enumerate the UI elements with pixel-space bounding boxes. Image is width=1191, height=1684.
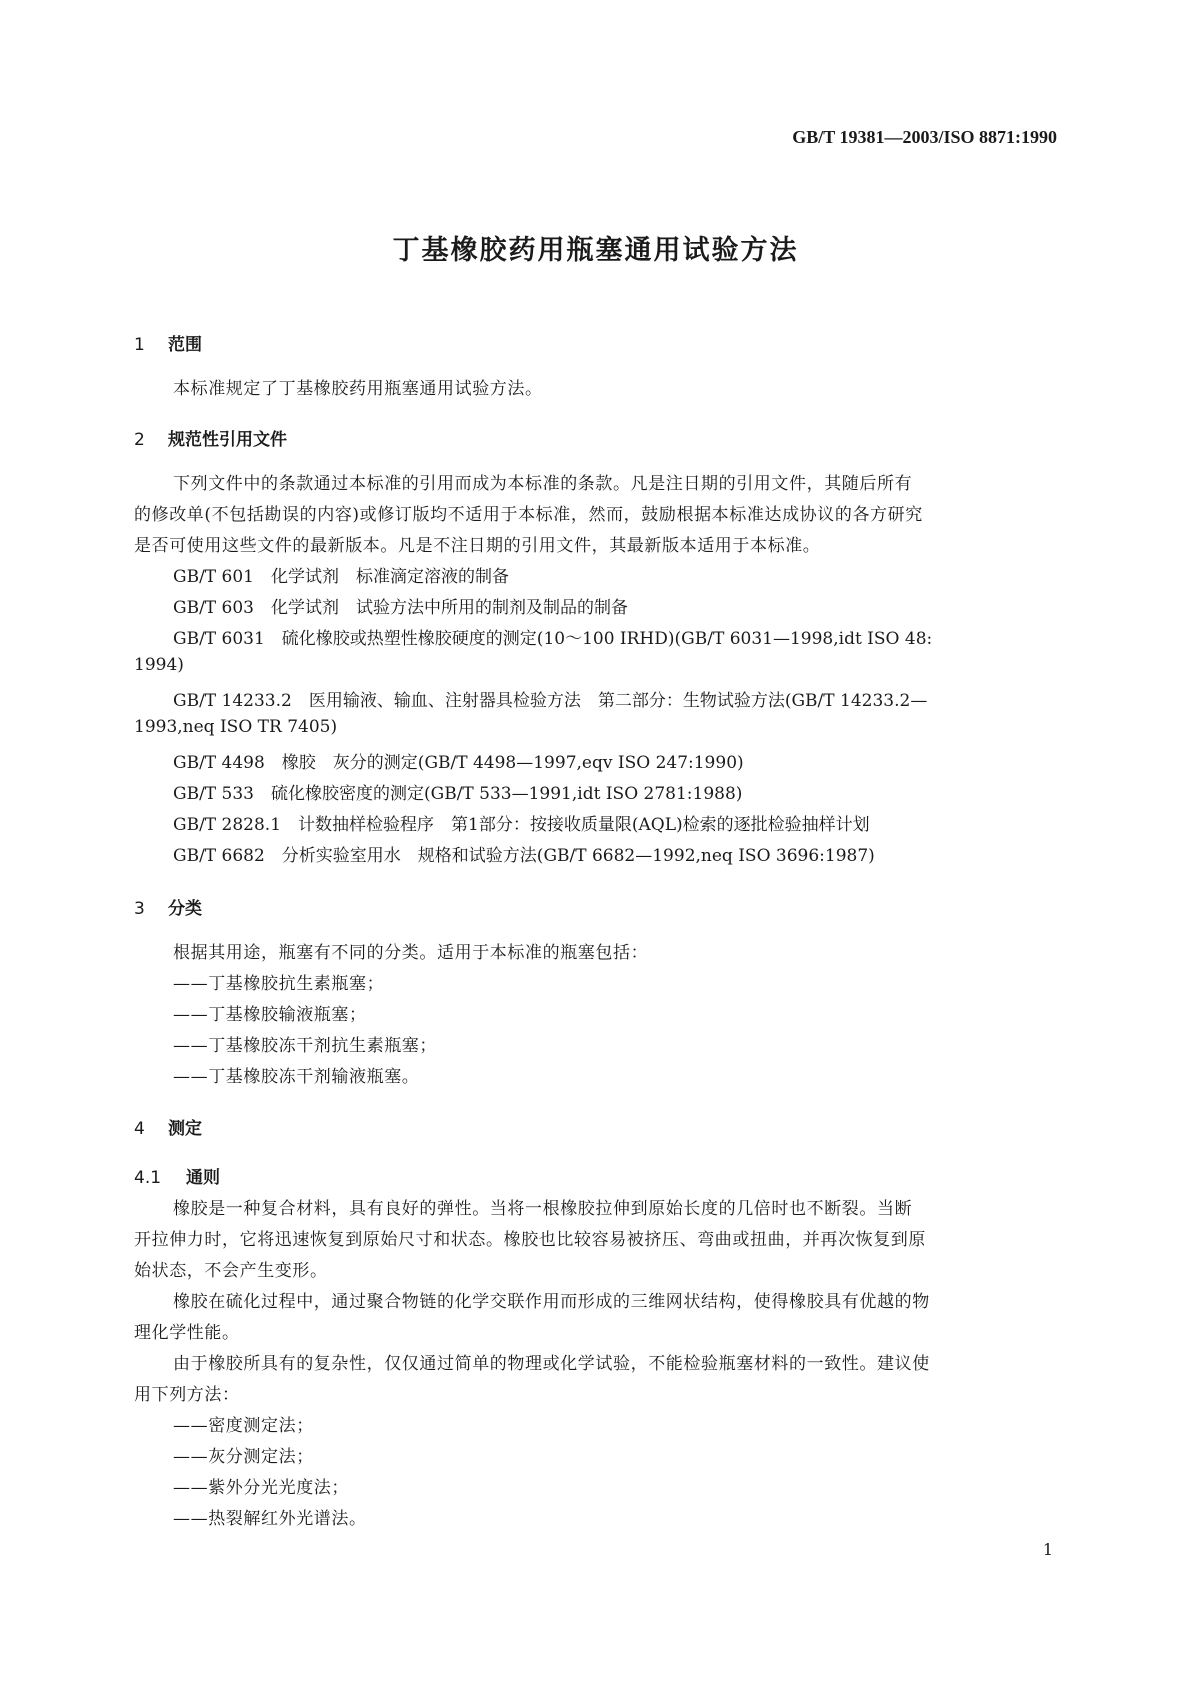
method-item: ——密度测定法； [173,1416,314,1436]
section-3-intro: 根据其用途，瓶塞有不同的分类。适用于本标准的瓶塞包括： [173,943,649,963]
standard-code: GB/T 19381—2003/ISO 8871:1990 [792,127,1057,147]
section-3-heading [134,894,202,919]
reference-item: GB/T 4498 橡胶 灰分的测定(GB/T 4498—1997,eqv ISO 247:1990) [173,753,744,773]
method-item: ——热裂解红外光谱法。 [173,1509,367,1529]
classification-item: ——丁基橡胶冻干剂输液瓶塞。 [173,1067,420,1087]
section-2-intro-line: 的修改单(不包括勘误的内容)或修订版均不适用于本标准，然而，鼓励根据本标准达成协议的各方研究 [134,505,923,525]
reference-item: GB/T 601 化学试剂 标准滴定溶液的制备 [173,567,509,587]
reference-item-continuation: 1994) [134,655,184,675]
section-1-paragraph: 本标准规定了丁基橡胶药用瓶塞通用试验方法。 [173,379,543,399]
classification-item: ——丁基橡胶冻干剂抗生素瓶塞； [173,1036,437,1056]
reference-item: GB/T 603 化学试剂 试验方法中所用的制剂及制品的制备 [173,598,628,618]
general-paragraph-1-line: 开拉伸力时，它将迅速恢复到原始尺寸和状态。橡胶也比较容易被挤压、弯曲或扭曲，并再次恢复到原 [134,1230,926,1250]
section-title: 测定 [168,1119,202,1139]
section-number: 1 [134,335,145,355]
section-title: 范围 [168,335,202,355]
document-title: 丁基橡胶药用瓶塞通用试验方法 [392,235,799,266]
reference-item: GB/T 533 硫化橡胶密度的测定(GB/T 533—1991,idt ISO 2781:1988) [173,784,743,804]
reference-item-continuation: 1993,neq ISO TR 7405) [134,717,338,737]
general-paragraph-1-line: 橡胶是一种复合材料，具有良好的弹性。当将一根橡胶拉伸到原始长度的几倍时也不断裂。当断 [173,1199,913,1219]
section-2-intro-line: 是否可使用这些文件的最新版本。凡是不注日期的引用文件，其最新版本适用于本标准。 [134,536,821,556]
page-number: 1 [1042,1540,1053,1559]
section-number: 4 [134,1119,145,1139]
method-item: ——灰分测定法； [173,1447,314,1467]
classification-item: ——丁基橡胶输液瓶塞； [173,1005,367,1025]
method-item: ——紫外分光光度法； [173,1478,349,1498]
general-paragraph-3-line: 由于橡胶所具有的复杂性，仅仅通过简单的物理或化学试验，不能检验瓶塞材料的一致性。建议使 [173,1354,930,1374]
general-paragraph-1-line: 始状态，不会产生变形。 [134,1261,328,1281]
section-number: 3 [134,899,145,919]
general-paragraph-3-line: 用下列方法： [134,1385,240,1405]
subsection-number: 4.1 [134,1168,162,1188]
general-paragraph-2-line: 理化学性能。 [134,1323,240,1343]
section-2-intro-line: 下列文件中的条款通过本标准的引用而成为本标准的条款。凡是注日期的引用文件，其随后所有 [173,474,913,494]
section-1-heading [134,330,202,355]
reference-item: GB/T 6682 分析实验室用水 规格和试验方法(GB/T 6682—1992,neq ISO 3696:1987) [173,846,875,866]
section-title: 规范性引用文件 [168,430,287,450]
classification-item: ——丁基橡胶抗生素瓶塞； [173,974,385,994]
general-paragraph-2-line: 橡胶在硫化过程中，通过聚合物链的化学交联作用而形成的三维网状结构，使得橡胶具有优越的物 [173,1292,930,1312]
section-number: 2 [134,430,145,450]
subsection-title: 通则 [186,1168,220,1188]
reference-item: GB/T 14233.2 医用输液、输血、注射器具检验方法 第二部分：生物试验方法(GB/T 14233.2— [173,691,928,711]
reference-item: GB/T 2828.1 计数抽样检验程序 第1部分：按接收质量限(AQL)检索的逐批检验抽样计划 [173,815,870,835]
section-4-heading [134,1114,202,1139]
section-title: 分类 [168,899,202,919]
section-2-heading [134,425,287,450]
subsection-4-1-heading [134,1163,220,1188]
reference-item: GB/T 6031 硫化橡胶或热塑性橡胶硬度的测定(10～100 IRHD)(GB/T 6031—1998,idt ISO 48: [173,629,933,649]
